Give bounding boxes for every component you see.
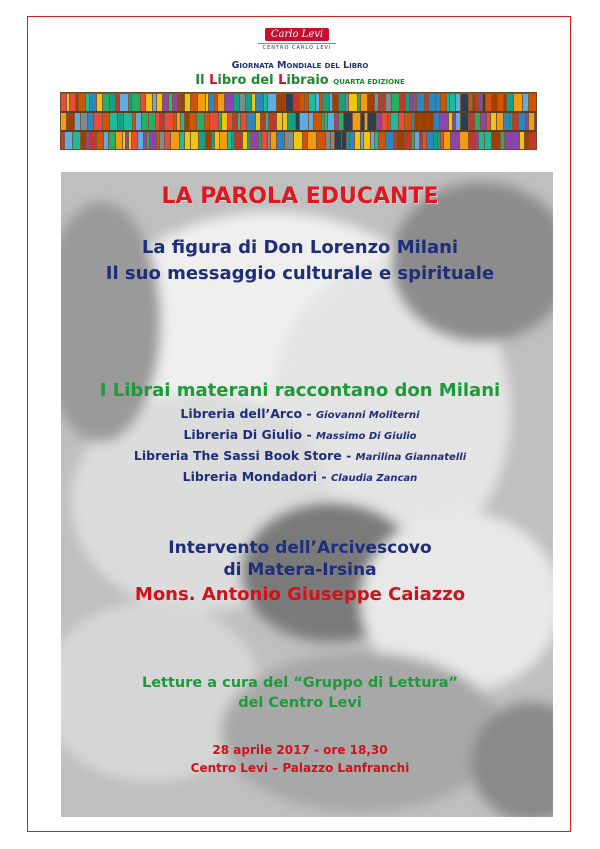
shelf-book <box>73 132 80 149</box>
shelf-book <box>94 113 102 130</box>
shelf-book <box>486 94 491 111</box>
shelf-book <box>181 113 184 130</box>
shelf-book <box>220 132 227 149</box>
shelf-book <box>142 113 148 130</box>
shelf-book <box>283 113 287 130</box>
shelf-book <box>481 113 486 130</box>
shelf-book <box>160 113 164 130</box>
shelf-book <box>67 94 69 111</box>
shelf-book <box>461 113 468 130</box>
shelf-book <box>371 132 374 149</box>
booksellers-heading: I Librai materani raccontano don Milani <box>99 380 501 401</box>
shelf-book <box>132 132 137 149</box>
shelf-book <box>197 113 204 130</box>
shelf-book <box>487 113 490 130</box>
shelf-book <box>361 94 367 111</box>
shelf-book <box>118 113 123 130</box>
shelf-book <box>191 132 198 149</box>
shelf-book <box>425 94 428 111</box>
centro-levi-logo <box>258 22 336 56</box>
shelf-book <box>277 113 282 130</box>
shelf-book <box>165 132 170 149</box>
shelf-book <box>206 132 211 149</box>
shelf-book <box>133 113 135 130</box>
series-title: Il Libro del Libraio QUARTA EDIZIONE <box>195 73 405 88</box>
shelf-book <box>309 113 313 130</box>
shelf-book <box>185 132 190 149</box>
shelf-book <box>368 113 376 130</box>
readings-line-1: Letture a cura del “Gruppo di Lettura” <box>141 675 459 691</box>
shelf-book <box>364 132 370 149</box>
shelf-book <box>365 113 367 130</box>
shelf-book <box>169 94 172 111</box>
shelf-book <box>109 132 115 149</box>
shelf-book <box>256 94 263 111</box>
shelf-book <box>320 94 322 111</box>
shelf-book <box>153 94 156 111</box>
shelf-book <box>104 132 108 149</box>
shelf-book <box>335 132 341 149</box>
shelf-book <box>160 132 164 149</box>
shelf-book <box>70 94 75 111</box>
shelf-book <box>529 94 536 111</box>
shelf-book <box>386 132 393 149</box>
shelf-book <box>294 132 302 149</box>
shelf-book <box>97 132 103 149</box>
shelf-book <box>460 132 468 149</box>
shelf-book <box>476 94 478 111</box>
shelf-book <box>461 94 468 111</box>
shelf-book <box>520 132 524 149</box>
shelf-book <box>317 132 325 149</box>
shelf-book <box>269 113 276 130</box>
logo-subtitle: CENTRO CARLO LEVI <box>258 43 336 51</box>
shelf-book <box>314 113 321 130</box>
shelf-book <box>514 94 522 111</box>
shelf-book <box>441 94 446 111</box>
shelf-book <box>358 94 360 111</box>
shelf-book <box>449 113 452 130</box>
shelf-book <box>382 113 387 130</box>
shelf-book <box>149 113 155 130</box>
shelf-book <box>126 132 128 149</box>
shelf-book <box>377 113 381 130</box>
shelf-book <box>434 113 439 130</box>
shelf-book <box>191 94 197 111</box>
shelf-book <box>252 94 255 111</box>
shelf-book <box>215 94 217 111</box>
subtitle-line-2: Il suo messaggio culturale e spirituale <box>105 263 495 284</box>
shelf-book <box>383 94 385 111</box>
shelf-book <box>473 94 475 111</box>
shelf-book <box>355 132 360 149</box>
shelf-book <box>394 132 396 149</box>
shelf-book <box>185 94 190 111</box>
shelf-book <box>97 94 102 111</box>
shelf-plank <box>61 111 536 113</box>
shelf-book <box>412 132 414 149</box>
shelf-book <box>305 94 308 111</box>
bookseller-line: Libreria Di Giulio - Massimo Di Giulio <box>183 427 417 442</box>
shelf-book <box>323 94 329 111</box>
shelf-book <box>241 113 246 130</box>
shelf-book <box>129 94 131 111</box>
shelf-book <box>90 94 96 111</box>
shelf-book <box>519 113 525 130</box>
shelf-book <box>335 113 338 130</box>
shelf-book <box>441 132 443 149</box>
shelf-book <box>271 132 276 149</box>
shelf-book <box>173 94 177 111</box>
shelf-book <box>180 132 184 149</box>
shelf-book <box>88 113 93 130</box>
shelf-book <box>233 113 237 130</box>
shelf-book <box>86 94 89 111</box>
shelf-book <box>210 113 218 130</box>
shelf-book <box>420 132 422 149</box>
shelf-book <box>81 132 86 149</box>
shelf-book <box>181 94 184 111</box>
shelf-book <box>339 94 345 111</box>
shelf-book <box>375 132 378 149</box>
shelf-book <box>110 94 115 111</box>
shelf-book <box>405 113 411 130</box>
event-venue: Centro Levi – Palazzo Lanfranchi <box>190 761 410 775</box>
shelf-book <box>177 113 180 130</box>
shelf-book <box>328 113 334 130</box>
shelf-book <box>251 132 258 149</box>
shelf-book <box>391 113 398 130</box>
shelf-book <box>61 113 66 130</box>
shelf-book <box>325 113 327 130</box>
shelf-book <box>308 132 316 149</box>
shelf-book <box>412 113 414 130</box>
speech-line-1: Intervento dell’Arcivescovo <box>168 538 432 558</box>
shelf-book <box>218 94 224 111</box>
shelf-book <box>150 132 153 149</box>
shelf-book <box>410 94 412 111</box>
shelf-book <box>154 132 156 149</box>
shelf-plank <box>61 130 536 132</box>
shelf-book <box>174 113 176 130</box>
shelf-book <box>225 94 233 111</box>
shelf-book <box>266 113 268 130</box>
shelf-book <box>429 94 435 111</box>
shelf-book <box>185 113 189 130</box>
shelf-book <box>479 94 482 111</box>
shelf-book <box>163 94 168 111</box>
shelf-book <box>240 94 245 111</box>
shelf-book <box>90 132 96 149</box>
shelf-book <box>215 132 219 149</box>
shelf-book <box>483 94 485 111</box>
shelf-book <box>61 132 64 149</box>
shelf-book <box>285 132 293 149</box>
shelf-book <box>347 132 349 149</box>
shelf-book <box>294 94 299 111</box>
shelf-book <box>436 94 440 111</box>
shelf-book <box>475 113 480 130</box>
shelf-book <box>469 94 472 111</box>
shelf-book <box>492 94 497 111</box>
shelf-book <box>76 94 78 111</box>
shelf-book <box>141 94 145 111</box>
shelf-book <box>228 132 231 149</box>
shelf-book <box>209 94 214 111</box>
shelf-book <box>491 113 496 130</box>
shelf-book <box>339 113 343 130</box>
logo-badge: Carlo Levi <box>265 28 329 41</box>
shelf-book <box>147 132 149 149</box>
shelf-book <box>247 113 255 130</box>
shelf-book <box>368 94 374 111</box>
shelf-book <box>497 113 503 130</box>
shelf-book <box>322 113 324 130</box>
shelf-book <box>234 94 239 111</box>
shelf-book <box>261 113 265 130</box>
shelf-book <box>386 94 391 111</box>
bookseller-line: Libreria The Sassi Book Store - Marilina Giannatelli <box>133 448 467 463</box>
shelf-book <box>427 132 433 149</box>
shelf-book <box>110 113 117 130</box>
shelf-book <box>440 113 448 130</box>
shelf-book <box>350 132 354 149</box>
shelf-book <box>469 132 475 149</box>
shelf-book <box>505 132 511 149</box>
shelf-book <box>144 132 146 149</box>
shelf-book <box>316 94 319 111</box>
bookseller-line: Libreria dell’Arco - Giovanni Moliterni <box>180 406 420 421</box>
shelf-book <box>288 113 295 130</box>
shelf-book <box>296 113 299 130</box>
shelf-book <box>406 94 409 111</box>
shelf-book <box>120 94 128 111</box>
shelf-book <box>116 94 119 111</box>
event-name: Giornata Mondiale del Libro <box>231 60 369 71</box>
shelf-book <box>415 113 419 130</box>
edition-label: QUARTA EDIZIONE <box>333 78 405 86</box>
shelf-book <box>212 132 214 149</box>
shelf-book <box>525 132 529 149</box>
shelf-book <box>342 132 346 149</box>
shelf-book <box>512 132 519 149</box>
shelf-book <box>469 113 474 130</box>
shelf-book <box>456 94 460 111</box>
shelf-book <box>132 94 140 111</box>
shelf-book <box>476 132 478 149</box>
shelf-book <box>479 132 484 149</box>
shelf-book <box>379 132 385 149</box>
shelf-book <box>190 113 196 130</box>
shelf-book <box>400 94 405 111</box>
shelf-book <box>116 132 122 149</box>
bookshelf-banner-image <box>60 92 537 150</box>
shelf-book <box>232 132 234 149</box>
shelf-book <box>330 94 332 111</box>
shelf-book <box>451 132 459 149</box>
shelf-book <box>523 94 528 111</box>
shelf-book <box>243 132 247 149</box>
shelf-book <box>399 113 404 130</box>
shelf-book <box>67 113 74 130</box>
shelf-book <box>492 132 500 149</box>
shelf-book <box>453 113 455 130</box>
shelf-book <box>504 94 506 111</box>
shelf-book <box>375 94 378 111</box>
readings-line-2: del Centro Levi <box>238 695 362 711</box>
shelf-book <box>309 94 315 111</box>
shelf-book <box>65 132 72 149</box>
shelf-book <box>530 132 536 149</box>
shelf-book <box>388 113 390 130</box>
shelf-book <box>138 132 143 149</box>
shelf-book <box>81 113 87 130</box>
shelf-book <box>333 94 338 111</box>
event-title: LA PAROLA EDUCANTE <box>161 184 439 209</box>
shelf-book <box>277 132 284 149</box>
shelf-book <box>361 132 363 149</box>
shelf-book <box>262 132 267 149</box>
shelf-book <box>513 113 518 130</box>
shelf-book <box>434 132 437 149</box>
shelf-book <box>259 132 261 149</box>
shelf-book <box>123 132 125 149</box>
shelf-book <box>326 132 330 149</box>
shelf-book <box>303 132 307 149</box>
shelf-book <box>79 94 85 111</box>
shelf-book <box>61 94 66 111</box>
shelf-book <box>379 94 382 111</box>
shelf-book <box>136 113 141 130</box>
shelf-book <box>438 132 440 149</box>
shelf-book <box>165 113 173 130</box>
shelf-book <box>129 132 131 149</box>
shelf-book <box>238 113 240 130</box>
shelf-book <box>199 132 205 149</box>
shelf-book <box>277 94 285 111</box>
shelf-book <box>397 132 404 149</box>
shelf-book <box>420 113 427 130</box>
speech-line-2: di Matera-Irsina <box>223 560 377 580</box>
shelf-book <box>87 132 89 149</box>
shelf-book <box>300 113 308 130</box>
shelf-book <box>450 94 455 111</box>
shelf-book <box>510 113 512 130</box>
shelf-book <box>146 94 152 111</box>
shelf-book <box>103 113 109 130</box>
shelf-book <box>526 113 528 130</box>
shelf-book <box>344 113 352 130</box>
shelf-book <box>423 132 426 149</box>
shelf-book <box>447 94 449 111</box>
shelf-book <box>124 113 132 130</box>
shelf-book <box>205 113 209 130</box>
shelf-book <box>331 132 334 149</box>
shelf-book <box>75 113 80 130</box>
shelf-book <box>498 94 503 111</box>
shelf-book <box>268 94 276 111</box>
shelf-book <box>444 132 450 149</box>
shelf-book <box>428 113 433 130</box>
shelf-book <box>219 113 221 130</box>
shelf-book <box>246 94 251 111</box>
shelf-book <box>507 94 513 111</box>
shelf-book <box>228 113 232 130</box>
shelf-book <box>485 132 491 149</box>
shelf-book <box>346 94 348 111</box>
bookseller-line: Libreria Mondadori - Claudia Zancan <box>182 469 418 484</box>
shelf-book <box>535 113 536 130</box>
shelf-book <box>157 94 162 111</box>
speaker-name: Mons. Antonio Giuseppe Caiazzo <box>134 584 466 605</box>
shelf-book <box>235 132 242 149</box>
shelf-book <box>268 132 270 149</box>
shelf-book <box>405 132 411 149</box>
shelf-book <box>300 94 304 111</box>
shelf-book <box>178 94 180 111</box>
shelf-book <box>353 113 360 130</box>
shelf-book <box>417 94 424 111</box>
shelf-book <box>264 94 267 111</box>
shelf-book <box>361 113 364 130</box>
subtitle-line-1: La figura di Don Lorenzo Milani <box>141 237 459 258</box>
event-date: 28 aprile 2017 - ore 18,30 <box>212 743 388 757</box>
shelf-book <box>171 132 179 149</box>
shelf-book <box>392 94 399 111</box>
shelf-book <box>248 132 250 149</box>
shelf-book <box>413 94 416 111</box>
shelf-book <box>256 113 260 130</box>
shelf-book <box>529 113 534 130</box>
shelf-book <box>157 132 159 149</box>
shelf-book <box>349 94 357 111</box>
shelf-book <box>504 113 509 130</box>
shelf-book <box>456 113 460 130</box>
shelf-book <box>501 132 504 149</box>
shelf-book <box>286 94 293 111</box>
shelf-book <box>415 132 419 149</box>
shelf-book <box>103 94 109 111</box>
shelf-book <box>156 113 159 130</box>
shelf-book <box>206 94 208 111</box>
shelf-book <box>222 113 227 130</box>
shelf-book <box>198 94 205 111</box>
